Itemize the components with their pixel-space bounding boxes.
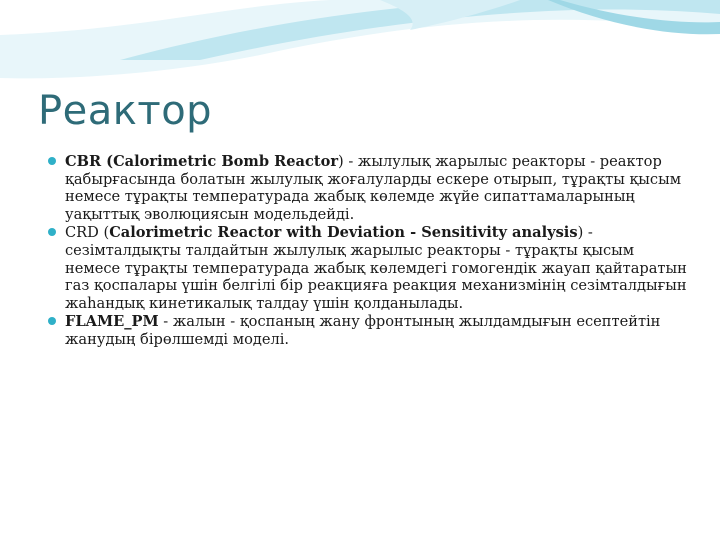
bullet-list (48, 153, 688, 349)
bullet-item-crd (48, 224, 688, 312)
bullet-prefix: FLAME_PM (65, 313, 159, 331)
bullet-dot-icon (48, 157, 56, 165)
bullet-item-cbr (48, 153, 688, 223)
bullet-text: ) - жылулық жарылыс реакторы - реактор қабырғасында болатын жылулық жоғалуларды ескере отырып, тұрақты қысым немесе тұрақты температурада жабық көлемде жүйе сипаттамаларының уақыттық эволюциясын модельдейді. (65, 153, 682, 223)
bullet-text: - жалын - қоспаның жану фронтының жылдамдығын есептейтін жанудың бірөлшемді моделі. (65, 313, 661, 348)
bullet-prefix: CRD ( (65, 224, 110, 242)
bullet-bold: Calorimetric Reactor with Deviation - Sensitivity analysis (109, 224, 578, 242)
bullet-dot-icon (48, 228, 56, 236)
bullet-bold: CBR (Calorimetric Bomb Reactor (65, 153, 339, 170)
bullet-item-flame (48, 313, 688, 348)
header-wave-decoration (0, 0, 720, 90)
slide-title: Реактор (38, 88, 213, 134)
bullet-text: ) - сезімталдықты талдайтын жылулық жарылыс реакторы - тұрақты қысым немесе тұрақты температурада жабық көлемдегі гомогендік жауап қайтаратын газ қоспалары үшін белгілі бір реакцияға реакция механизмінің сезімталдығын жаһандық кинетикалық талдау үшін қолданылады. (65, 224, 687, 312)
bullet-dot-icon (48, 317, 56, 325)
wave-band-light (0, 0, 720, 78)
